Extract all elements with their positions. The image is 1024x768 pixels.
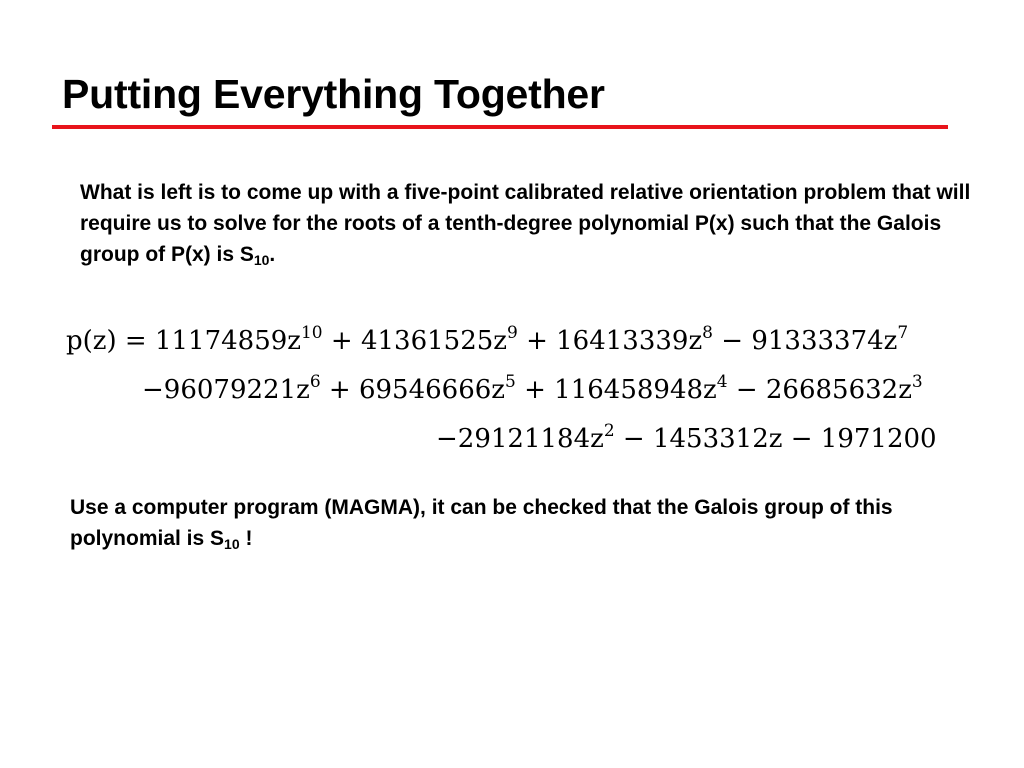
eq-term: + 41361525z — [322, 326, 507, 356]
eq-exponent: 7 — [897, 323, 909, 343]
eq-term: + 116458948z — [515, 375, 717, 405]
slide-title: Putting Everything Together — [62, 71, 605, 117]
intro-punctuation: . — [269, 243, 276, 266]
eq-exponent: 4 — [716, 372, 728, 392]
conclusion-punctuation: ! — [239, 527, 253, 550]
eq-term: p(z) = 11174859z — [66, 326, 301, 356]
polynomial-line-1 — [66, 321, 908, 361]
polynomial-line-2 — [142, 370, 923, 410]
eq-term: −29121184z — [436, 424, 604, 454]
title-underline — [52, 125, 948, 129]
intro-subscript: 10 — [253, 252, 270, 268]
eq-term: − 1453312z − 1971200 — [614, 424, 937, 454]
eq-exponent: 5 — [505, 372, 516, 392]
polynomial-line-3 — [436, 419, 937, 459]
eq-term: + 69546666z — [320, 375, 506, 405]
eq-term: − 91333374z — [713, 326, 898, 356]
conclusion-paragraph — [70, 492, 970, 554]
eq-exponent: 10 — [300, 323, 323, 343]
eq-exponent: 6 — [309, 372, 321, 392]
eq-term: −96079221z — [142, 375, 310, 405]
conclusion-text: Use a computer program (MAGMA), it can be checked that the Galois group of this polynomial is S — [70, 496, 893, 550]
eq-exponent: 3 — [911, 372, 923, 392]
eq-exponent: 2 — [603, 421, 615, 441]
intro-paragraph — [80, 177, 980, 270]
eq-term: − 26685632z — [727, 375, 912, 405]
eq-exponent: 8 — [702, 323, 713, 343]
eq-exponent: 9 — [506, 323, 518, 343]
conclusion-subscript: 10 — [224, 536, 240, 552]
eq-term: + 16413339z — [517, 326, 703, 356]
intro-text: What is left is to come up with a five-point calibrated relative orientation problem that will require us to solve for the roots of a tenth-degree polynomial P(x) such that the Galois group of P(x) is S — [80, 181, 971, 266]
